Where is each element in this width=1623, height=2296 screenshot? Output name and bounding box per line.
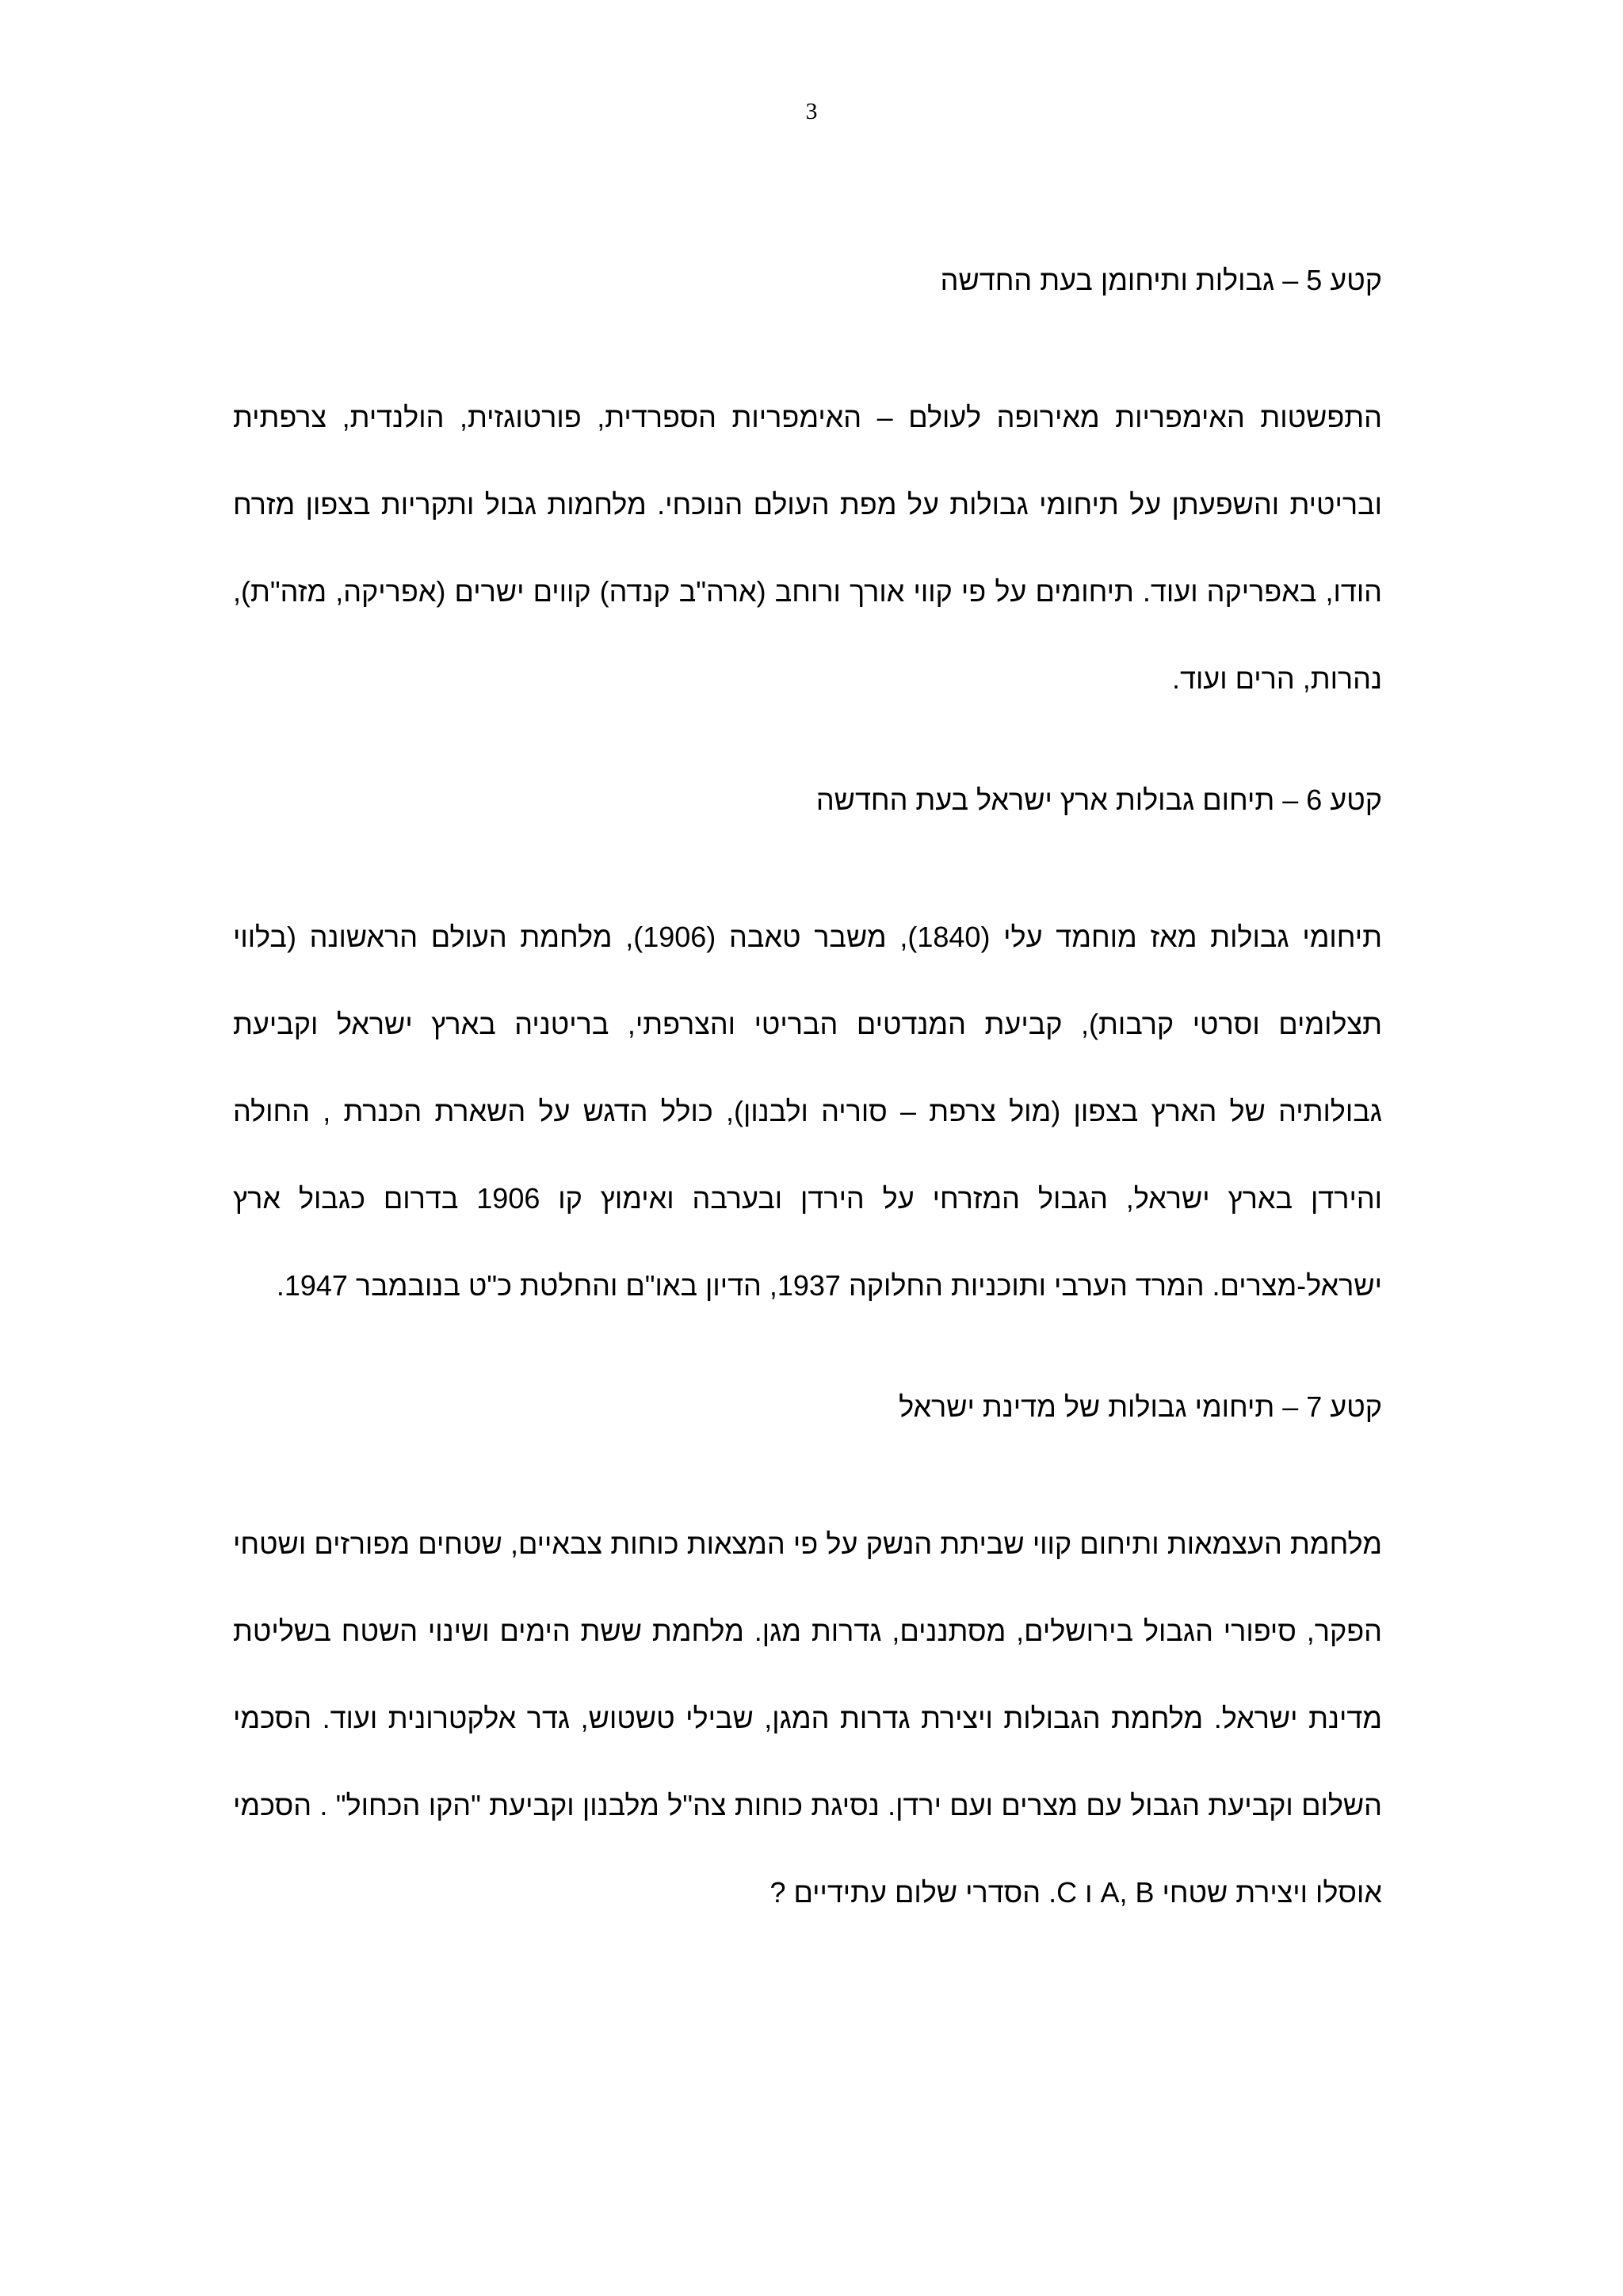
section-5-paragraph: התפשטות האימפריות מאירופה לעולם – האימפריות הספרדית, פורטוגזית, הולנדית, צרפתית ובריטית והשפעתן על תיחומי גבולות על מפת העולם הנוכחי. מלחמות גבול ותקריות בצפון מזרח הודו, באפריקה ועוד. תיחומים על פי קווי אורך ורוחב (ארה"ב קנדה) קווים ישרים (אפריקה, מזה"ת), נהרות, הרים ועוד.: [233, 401, 1382, 695]
page-number: 3: [805, 98, 818, 124]
section-6-paragraph: תיחומי גבולות מאז מוחמד עלי (1840), משבר טאבה (1906), מלחמת העולם הראשונה (בלווי תצלומים וסרטי קרבות), קביעת המנדטים הבריטי והצרפתי, בריטניה בארץ ישראל וקביעת גבולותיה של הארץ בצפון (מול צרפת – סוריה ולבנון), כולל הדגש על השארת הכנרת , החולה והירדן בארץ ישראל, הגבול המזרחי על הירדן ובערבה ואימוץ קו 1906 בדרום כגבול ארץ ישראל-מצרים. המרד הערבי ותוכניות החלוקה 1937, הדיון באו"ם והחלטת כ"ט בנובמבר 1947.: [233, 921, 1383, 1302]
section-6-heading: קטע 6 – תיחום גבולות ארץ ישראל בעת החדשה: [815, 784, 1382, 816]
section-5-heading: קטע 5 – גבולות ותיחומן בעת החדשה: [940, 264, 1382, 296]
section-7-paragraph: מלחמת העצמאות ותיחום קווי שביתת הנשק על פי המצאות כוחות צבאיים, שטחים מפורזים ושטחי הפקר, סיפורי הגבול בירושלים, מסתננים, גדרות מגן. מלחמת ששת הימים ושינוי השטח בשליטת מדינת ישראל. מלחמת הגבולות ויצירת גדרות המגן, שבילי טשטוש, גדר אלקטרונית ועוד. הסכמי השלום וקביעת הגבול עם מצרים ועם ירדן. נסיגת כוחות צה"ל מלבנון וקביעת "הקו הכחול" . הסכמי אוסלו ויצירת שטחי A, B ו C. הסדרי שלום עתידיים ?: [233, 1527, 1382, 1909]
document-body: [233, 258, 1382, 1936]
section-7-heading: קטע 7 – תיחומי גבולות של מדינת ישראל: [899, 1390, 1382, 1423]
